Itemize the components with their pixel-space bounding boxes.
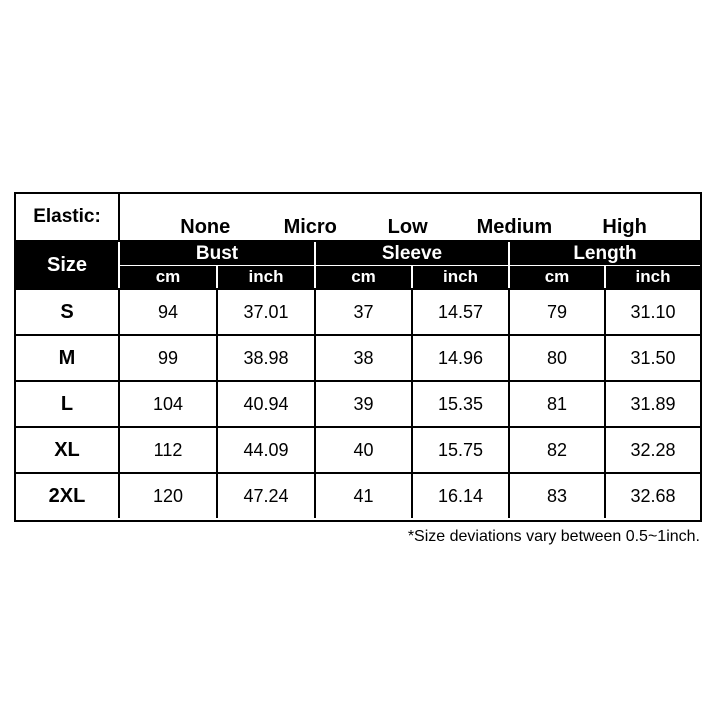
sleeve-cm-cell: 38 [316,336,413,380]
elastic-option-low: Low [387,216,428,238]
table-row [16,334,700,380]
bust-inch-cell: 47.24 [218,474,316,518]
size-chart-table [14,192,702,522]
sleeve-header: Sleeve [316,242,510,266]
length-inch-cell: 31.89 [630,393,676,414]
size-column-header: Size [16,242,120,288]
length-cm-cell: 82 [510,428,606,472]
elastic-option-high: High [602,216,647,238]
elastic-option-none: None [180,216,231,238]
table-row [16,380,700,426]
unit-header-bust-cm: cm [120,266,218,288]
elastic-option-micro: Micro [283,216,337,238]
length-header: Length [510,242,700,266]
length-inch-cell: 31.50 [630,347,676,368]
length-cm-cell: 80 [510,336,606,380]
bust-cm-cell: 112 [120,428,218,472]
unit-header-length-inch: inch [606,266,700,288]
unit-header-bust-inch: inch [218,266,316,288]
elastic-option-medium: Medium [476,216,553,238]
length-inch-cell: 32.28 [630,439,676,460]
bust-inch-cell: 37.01 [218,290,316,334]
sleeve-cm-cell: 37 [316,290,413,334]
table-row [16,288,700,334]
sleeve-inch-cell: 14.96 [413,336,510,380]
size-cell: S [16,290,120,334]
length-cm-cell: 79 [510,290,606,334]
elastic-row [16,194,700,242]
size-deviation-note: *Size deviations vary between 0.5~1inch. [407,528,700,545]
size-cell: M [16,336,120,380]
size-cell: XL [16,428,120,472]
sleeve-inch-cell: 14.57 [413,290,510,334]
sleeve-cm-cell: 40 [316,428,413,472]
bust-header: Bust [120,242,316,266]
length-cm-cell: 81 [510,382,606,426]
sleeve-inch-cell: 16.14 [413,474,510,518]
length-inch-cell: 31.10 [630,301,676,322]
bust-inch-cell: 38.98 [218,336,316,380]
bust-cm-cell: 94 [120,290,218,334]
size-cell: L [16,382,120,426]
bust-cm-cell: 104 [120,382,218,426]
bust-inch-cell: 44.09 [218,428,316,472]
sleeve-inch-cell: 15.75 [413,428,510,472]
length-inch-cell: 32.68 [630,485,676,506]
bust-inch-cell: 40.94 [218,382,316,426]
sleeve-cm-cell: 39 [316,382,413,426]
bust-cm-cell: 120 [120,474,218,518]
table-row [16,472,700,518]
size-cell: 2XL [16,474,120,518]
unit-header-length-cm: cm [510,266,606,288]
unit-header-sleeve-inch: inch [413,266,510,288]
elastic-label: Elastic: [16,194,120,240]
sleeve-inch-cell: 15.35 [413,382,510,426]
length-cm-cell: 83 [510,474,606,518]
bust-cm-cell: 99 [120,336,218,380]
table-row [16,426,700,472]
elastic-options [120,194,700,240]
unit-header-sleeve-cm: cm [316,266,413,288]
sleeve-cm-cell: 41 [316,474,413,518]
